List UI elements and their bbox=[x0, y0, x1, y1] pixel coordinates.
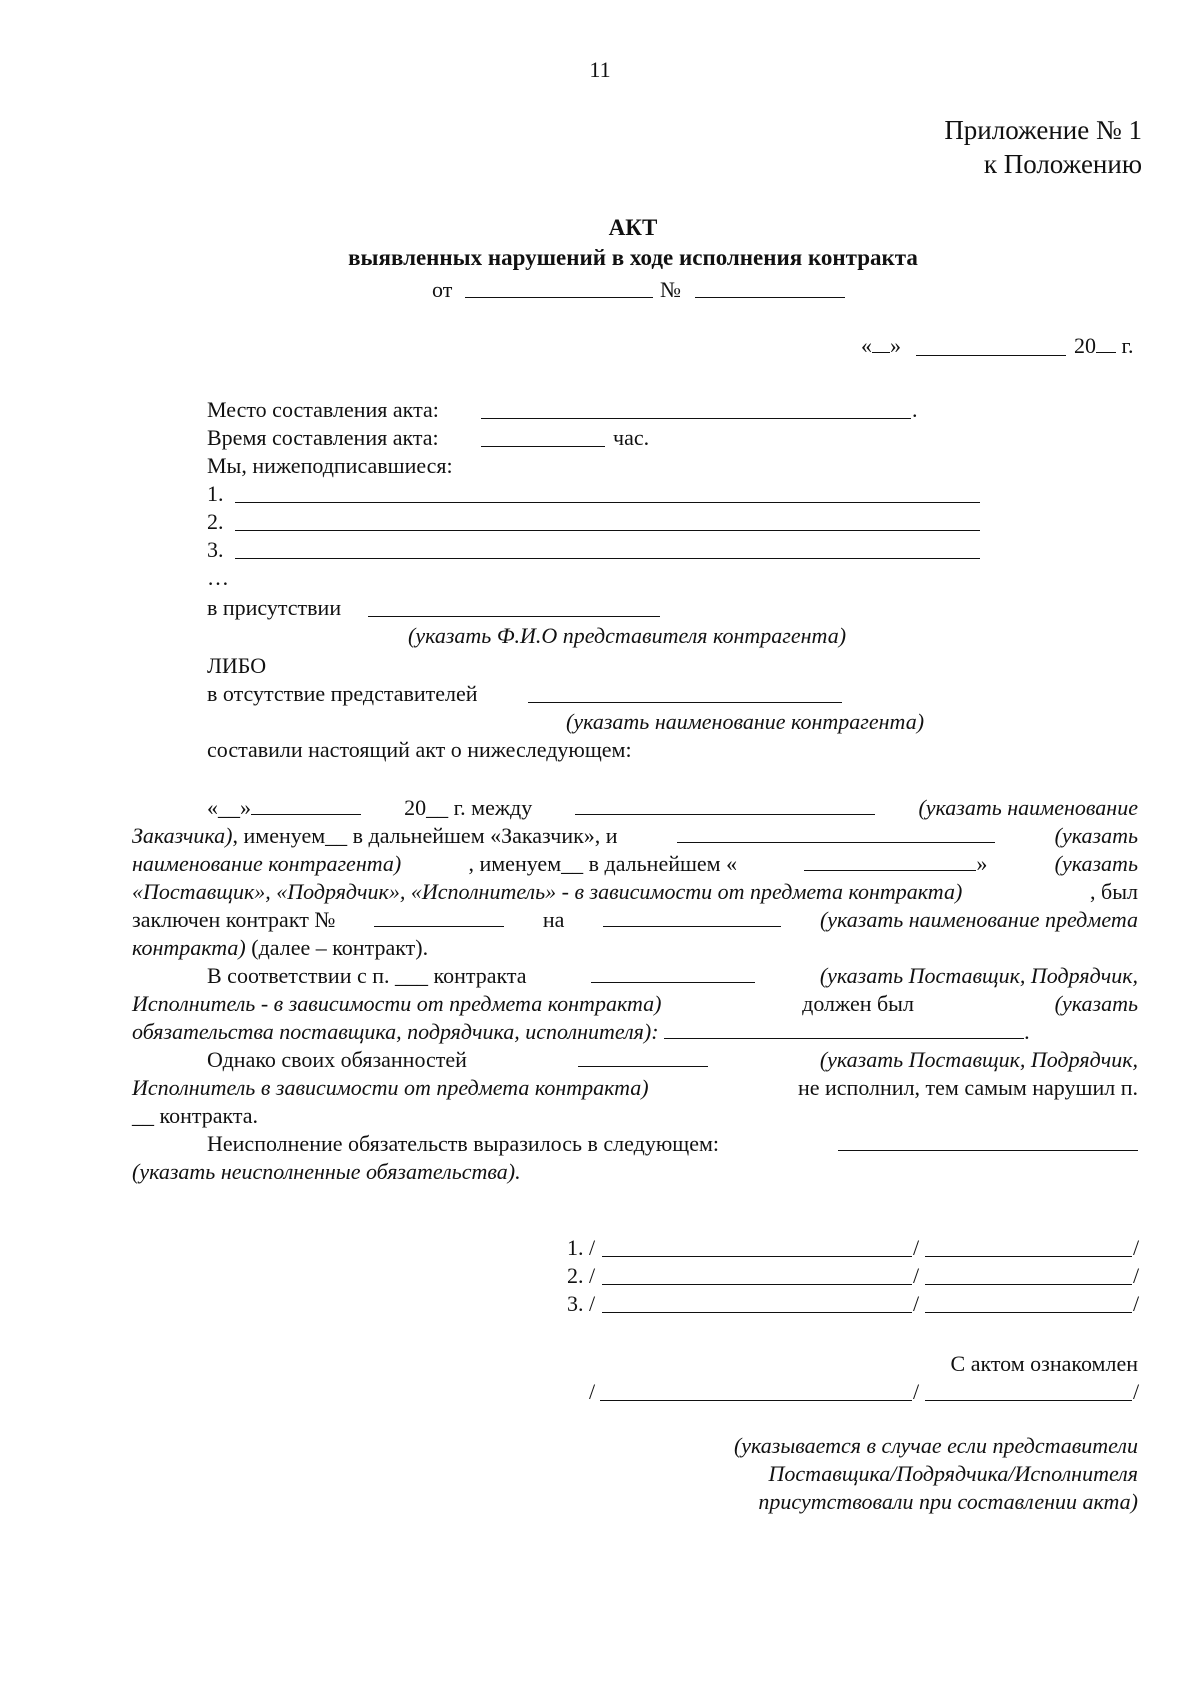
body-p1-line-4: «Поставщик», «Подрядчик», «Исполнитель» - в зависимости от предмета контракта) , был bbox=[132, 879, 1138, 904]
body-p1-line-2: Заказчика), именуем__ в дальнейшем «Заказчик», и (указать bbox=[132, 823, 1138, 848]
appendix-line-1: Приложение № 1 bbox=[944, 115, 1142, 145]
presence-hint: (указать Ф.И.О представителя контрагента) bbox=[408, 623, 847, 648]
signature-2-sign-blank bbox=[925, 1284, 1132, 1285]
title-from-label: от bbox=[432, 277, 453, 302]
signatory-3-number: 3. bbox=[207, 537, 224, 562]
footnote-line-3: присутствовали при составлении акта) bbox=[758, 1489, 1138, 1514]
time-blank bbox=[481, 446, 605, 447]
time-label: Время составления акта: bbox=[207, 425, 439, 450]
signature-1-name-blank bbox=[602, 1256, 912, 1257]
signature-2-end-slash: / bbox=[1133, 1263, 1140, 1288]
signature-2-slash: / bbox=[913, 1263, 920, 1288]
signatory-3-blank bbox=[235, 558, 980, 559]
body-p2-line-2: Исполнитель - в зависимости от предмета контракта) должен был (указать bbox=[132, 991, 1138, 1016]
body-p2-line-1: В соответствии с п. ___ контракта (указать Поставщик, Подрядчик, bbox=[207, 963, 1138, 988]
signature-2-name-blank bbox=[602, 1284, 912, 1285]
presence-label: в присутствии bbox=[207, 595, 342, 620]
signatories-label: Мы, нижеподписавшиеся: bbox=[207, 453, 453, 478]
signature-3-slash: / bbox=[913, 1291, 920, 1316]
document-title: АКТ bbox=[608, 215, 658, 240]
body-p2-line-3: обязательства поставщика, подрядчика, исполнителя): . bbox=[132, 1019, 1030, 1044]
date-month-blank bbox=[916, 355, 1066, 356]
date-year: 20 г. bbox=[1074, 333, 1134, 358]
time-hours-label: час. bbox=[613, 425, 650, 450]
absence-hint: (указать наименование контрагента) bbox=[566, 709, 925, 734]
signatory-1-number: 1. bbox=[207, 481, 224, 506]
body-p4-line-1: Неисполнение обязательств выразилось в следующем: bbox=[132, 1130, 1138, 1158]
body-p3-line-3: __ контракта. bbox=[132, 1103, 259, 1128]
body-p1-line-6: контракта) (далее – контракт). bbox=[132, 935, 429, 960]
signature-3-sign-blank bbox=[925, 1312, 1132, 1313]
place-label: Место составления акта: bbox=[207, 397, 439, 422]
signatory-1-blank bbox=[235, 502, 980, 503]
date-quote-open: « » bbox=[861, 333, 901, 358]
presence-blank bbox=[368, 616, 660, 617]
signature-1-number: 1. / bbox=[567, 1235, 596, 1260]
signature-1-sign-blank bbox=[925, 1256, 1132, 1257]
absence-blank bbox=[528, 702, 842, 703]
composed-label: составили настоящий акт о нижеследующем: bbox=[207, 737, 632, 762]
place-blank bbox=[481, 418, 911, 419]
page-number: 11 bbox=[589, 57, 611, 82]
signature-3-number: 3. / bbox=[567, 1291, 596, 1316]
appendix-line-2: к Положению bbox=[983, 149, 1142, 179]
body-p3-line-2: Исполнитель в зависимости от предмета контракта) не исполнил, тем самым нарушил п. bbox=[132, 1075, 1138, 1100]
body-p4-line-2: (указать неисполненные обязательства). bbox=[132, 1159, 521, 1184]
signature-3-name-blank bbox=[602, 1312, 912, 1313]
signatory-2-blank bbox=[235, 530, 980, 531]
place-period: . bbox=[912, 397, 918, 422]
signature-3-end-slash: / bbox=[1133, 1291, 1140, 1316]
body-p1-line-3: наименование контрагента) , именуем__ в дальнейшем « » (указать bbox=[132, 851, 1138, 876]
acquainted-name-blank bbox=[600, 1400, 912, 1401]
ellipsis: … bbox=[207, 565, 229, 590]
footnote-line-2: Поставщика/Подрядчика/Исполнителя bbox=[768, 1461, 1138, 1486]
acquainted-start-slash: / bbox=[589, 1379, 596, 1404]
body-p3-line-1: Однако своих обязанностей (указать Поставщик, Подрядчик, bbox=[207, 1047, 1138, 1072]
or-label: ЛИБО bbox=[207, 653, 267, 678]
body-p1-line-5: заключен контракт № на (указать наименование предмета bbox=[132, 907, 1138, 932]
footnote-line-1: (указывается в случае если представители bbox=[733, 1433, 1138, 1458]
signatory-2-number: 2. bbox=[207, 509, 224, 534]
title-number-sign: № bbox=[660, 277, 681, 302]
signature-2-number: 2. / bbox=[567, 1263, 596, 1288]
acquainted-end-slash: / bbox=[1133, 1379, 1140, 1404]
acquainted-label: С актом ознакомлен bbox=[950, 1351, 1138, 1376]
title-number-blank bbox=[695, 297, 845, 298]
signature-1-slash: / bbox=[913, 1235, 920, 1260]
body-p1-line-1: «__» 20__ г. между (указать наименование bbox=[207, 795, 1138, 820]
signature-1-end-slash: / bbox=[1133, 1235, 1140, 1260]
acquainted-sign-blank bbox=[925, 1400, 1132, 1401]
title-date-blank bbox=[465, 297, 653, 298]
acquainted-slash: / bbox=[913, 1379, 920, 1404]
document-subtitle: выявленных нарушений в ходе исполнения контракта bbox=[348, 245, 918, 270]
absence-label: в отсутствие представителей bbox=[207, 681, 478, 706]
